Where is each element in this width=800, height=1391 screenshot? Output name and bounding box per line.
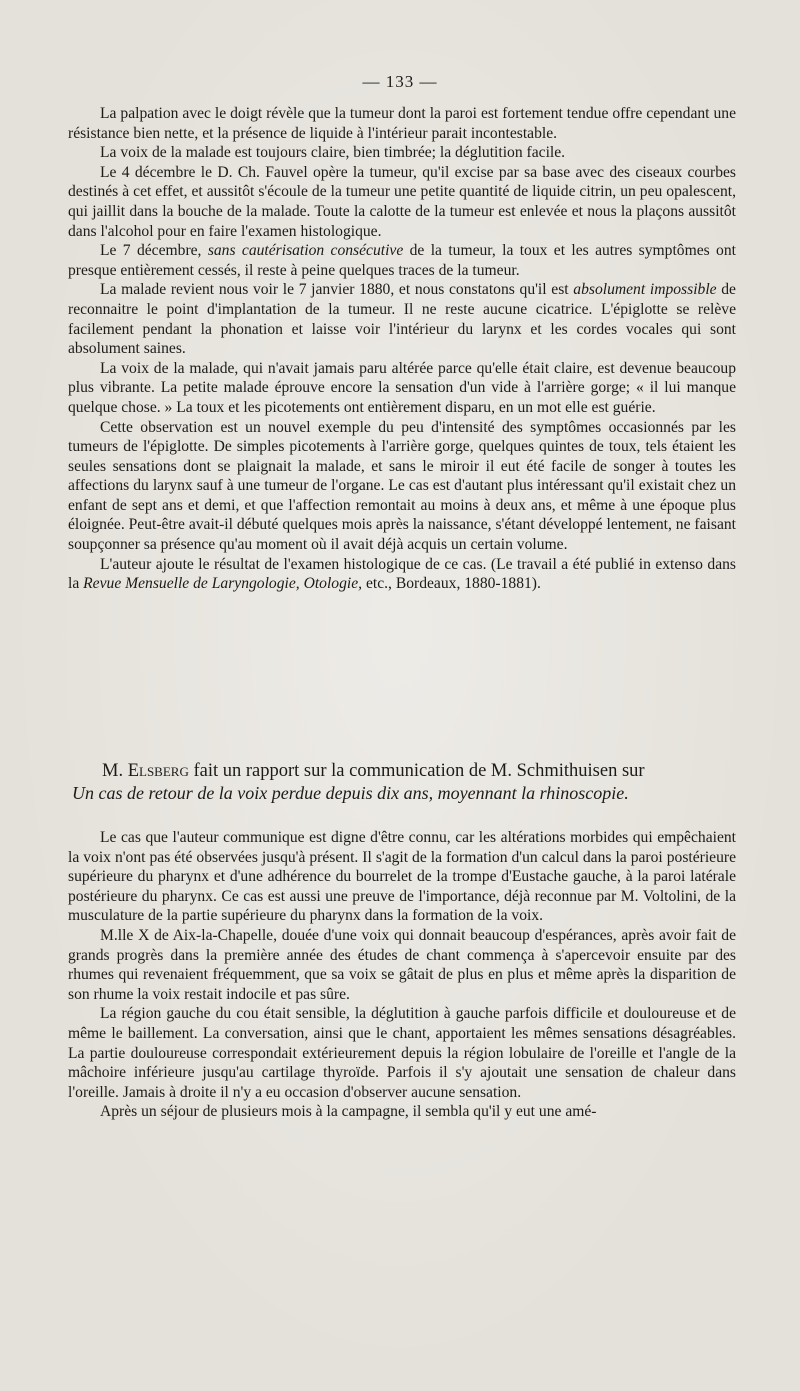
text-run: de la tumeur, la toux et les autres symptômes ont presque entièrement cessés, il reste à peine quelques traces de la tumeur. <box>68 242 736 279</box>
observation-section <box>68 104 736 594</box>
section-subheading: Un cas de retour de la voix perdue depuis dix ans, moyennant la rhinoscopie. <box>72 783 629 803</box>
paragraph-palpation: La palpation avec le doigt révèle que la tumeur dont la paroi est fortement tendue offre cependant une résistance bien nette, et la présence de liquide à l'intérieur parait incontestable. <box>68 105 736 142</box>
page-number: — 133 — <box>362 72 438 91</box>
italic-phrase: absolument impossible <box>573 281 717 299</box>
text-run: etc., Bordeaux, 1880-1881). <box>362 575 541 593</box>
paragraph-voice-vibrant: La voix de la malade, qui n'avait jamais paru altérée parce qu'elle était claire, est devenue beaucoup plus vibrante. La petite malade éprouve encore la sensation d'un vide à l'arrière gorge; « il lui manque quelque chose. » La toux et les picotements ont entièrement disparu, en un mot elle est guérie. <box>68 359 736 416</box>
text-run: de reconnaitre le point d'implantation de la tumeur. Il ne reste aucune cicatrice. L'épiglotte se relève facilement pendant la phonation et laisse voir l'intérieur du larynx et les cordes vocales qui sont absolument saines. <box>68 281 736 358</box>
author-name: M. Elsberg <box>102 761 189 781</box>
report-body <box>68 828 736 1122</box>
report-section <box>68 760 736 1122</box>
paragraph-observation: Cette observation est un nouvel exemple du peu d'intensité des symptômes occasionnés par les tumeurs de l'épiglotte. De simples picotements à l'arrière gorge, quelques quintes de toux, tels étaient les seules sensations dont se plaignait la malade, et sans le miroir il eut été facile de songer à toutes les affections du larynx sauf à une tumeur de l'organe. Le cas est d'autant plus intéressant qu'il existait chez un enfant de sept ans et demi, et que l'affection remontait au moins à deux ans, et même à une époque plus éloignée. Peut-être avait-il débuté quelques mois après la naissance, s'étant développé lentement, ne faisant soupçonner sa présence qu'au moment où il avait déjà acquis un certain volume. <box>68 418 736 554</box>
italic-journal-title: Revue Mensuelle de Laryngologie, Otologie, <box>83 575 363 593</box>
heading-text: fait un rapport sur la communication de M. Schmithuisen sur <box>188 761 645 781</box>
text-run: Le 7 décembre, <box>100 242 208 260</box>
paragraph-symptoms: La région gauche du cou était sensible, la déglutition à gauche parfois difficile et douloureuse et de même le baillement. La conversation, ainsi que le chant, apportaient les mêmes sensations désagréables. La partie douloureuse correspondait extérieurement depuis la région lobulaire de l'oreille et l'angle de la mâchoire inférieure jusqu'au cartilage thyroïde. Parfois il s'y ajoutait une sensation de chaleur dans l'oreille. Jamais à droite il n'y a eu occasion d'observer aucune sensation. <box>68 1005 736 1101</box>
paragraph-december-7 <box>68 241 736 280</box>
text-run: L'auteur ajoute le résultat de l'examen histologique de ce cas. (Le travail a été publié in extenso dans la <box>68 555 736 593</box>
paragraph-case: Le cas que l'auteur communique est digne d'être connu, car les altérations morbides qui empêchaient la voix n'ont pas été observées jusqu'à présent. Il s'agit de la formation d'un calcul dans la paroi postérieure supérieure du pharynx et d'une adhérence du bourrelet de la trompe d'Eustache gauche, à la paroi latérale postérieure du pharynx. Ce cas est aussi une preuve de l'importance, déjà reconnue par M. Voltolini, de la musculature de la partie supérieure du pharynx dans la formation de la voix. <box>68 829 736 925</box>
paragraph-patient: M.lle X de Aix-la-Chapelle, douée d'une voix qui donnait beaucoup d'espérances, après avoir fait de grands progrès dans la première année des études de chant commença à s'apercevoir ensuite par des rhumes qui revenaient fréquemment, que sa voix se gâtait de plus en plus et même après la disparition de son rhume la voix restait indocile et pas sûre. <box>68 926 736 1003</box>
section-heading <box>68 760 736 782</box>
paragraph-histology <box>68 555 736 594</box>
italic-phrase: sans cautérisation consécutive <box>207 242 404 260</box>
paragraph-january-visit <box>68 280 736 358</box>
text-run: La malade revient nous voir le 7 janvier 1880, et nous constatons qu'il est <box>100 281 574 299</box>
paragraph-voice: La voix de la malade est toujours claire, bien timbrée; la déglutition facile. <box>100 144 566 162</box>
paragraph-operation: Le 4 décembre le D. Ch. Fauvel opère la tumeur, qu'il excise par sa base avec des ciseaux courbes destinés à cet effet, et aussitôt s'écoule de la tumeur une petite quantité de liquide citrin, un peu opalescent, qui jaillit dans la bouche de la malade. Toute la calotte de la tumeur est enlevée et nous la plaçons aussitôt dans l'alcohol pour en faire l'examen histologique. <box>68 163 736 240</box>
paragraph-countryside: Après un séjour de plusieurs mois à la campagne, il sembla qu'il y eut une amé- <box>100 1103 597 1121</box>
